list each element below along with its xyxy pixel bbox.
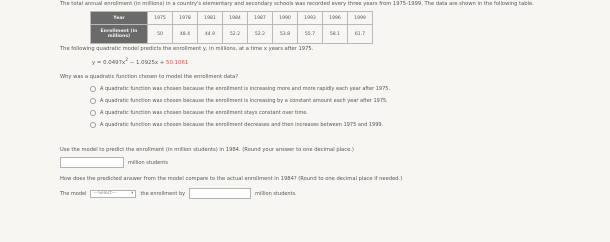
- equation-prefix: y = 0.0497x: [92, 59, 126, 66]
- option-d[interactable]: [90, 122, 383, 128]
- radio-icon[interactable]: [90, 110, 96, 116]
- year-cell: 1987: [248, 12, 273, 25]
- radio-icon[interactable]: [90, 122, 96, 128]
- answer-row-prediction: [60, 157, 168, 168]
- option-a[interactable]: [90, 86, 390, 92]
- option-label: A quadratic function was chosen because the enrollment is increasing by a constant amount each year after 1975.: [100, 98, 388, 104]
- equation-exponent: 2: [125, 58, 129, 63]
- compare-suffix: million students.: [255, 190, 297, 197]
- year-cell: 1975: [148, 12, 173, 25]
- option-c[interactable]: [90, 110, 308, 116]
- enrollment-cell: 44.9: [198, 25, 223, 44]
- intro-text: The total annual enrollment (in millions) in a country's elementary and secondary schools was recorded every three years from 1975-1999. The data are shown in the following table.: [60, 1, 534, 7]
- equation-middle: − 1.0925x +: [128, 59, 167, 66]
- enrollment-table: [90, 11, 373, 44]
- compare-prefix: The model: [60, 190, 87, 197]
- year-cell: 1996: [323, 12, 348, 25]
- enrollment-cell: 55.7: [298, 25, 323, 44]
- answer-row-compare: [60, 188, 297, 199]
- year-cell: 1999: [348, 12, 373, 25]
- model-equation: [92, 58, 188, 66]
- radio-icon[interactable]: [90, 98, 96, 104]
- question-predict-1984: Use the model to predict the enrollment (in million students) in 1984. (Round your answer to one decimal place.): [60, 147, 354, 153]
- answer-unit-label: million students: [128, 159, 168, 166]
- chevron-down-icon: ▾: [131, 191, 134, 196]
- compare-select[interactable]: [90, 190, 136, 198]
- enrollment-cell: 52.2: [223, 25, 248, 44]
- year-cell: 1984: [223, 12, 248, 25]
- enrollment-cell: 52.2: [248, 25, 273, 44]
- enrollment-row: [91, 25, 373, 44]
- prediction-input[interactable]: [60, 157, 124, 168]
- enrollment-cell: 53.8: [273, 25, 298, 44]
- difference-input[interactable]: [189, 188, 251, 199]
- year-cell: 1990: [273, 12, 298, 25]
- option-label: A quadratic function was chosen because the enrollment stays constant over time.: [100, 110, 308, 116]
- year-cell: 1978: [173, 12, 198, 25]
- enrollment-cell: 50: [148, 25, 173, 44]
- radio-icon[interactable]: [90, 86, 96, 92]
- year-row: [91, 12, 373, 25]
- option-label: A quadratic function was chosen because the enrollment is increasing more and more rapidly each year after 1975.: [100, 86, 391, 92]
- year-cell: 1981: [198, 12, 223, 25]
- option-label: A quadratic function was chosen because the enrollment decreases and then increases between 1975 and 1999.: [100, 122, 384, 128]
- question-why-quadratic: Why was a quadratic function chosen to model the enrollment data?: [60, 74, 239, 80]
- enrollment-cell: 48.4: [173, 25, 198, 44]
- select-value: ---Select---: [93, 191, 117, 196]
- enrollment-cell: 58.1: [323, 25, 348, 44]
- question-compare: How does the predicted answer from the model compare to the actual enrollment in 1984? (Round to one decimal place if needed.): [60, 176, 403, 182]
- model-description: The following quadratic model predicts the enrollment y, in millions, at a time x years after 1975.: [60, 46, 314, 52]
- year-header: Year: [91, 12, 148, 25]
- year-cell: 1993: [298, 12, 323, 25]
- equation-constant: 50.1061: [166, 59, 189, 66]
- enrollment-header: Enrollment (in millions): [91, 25, 148, 44]
- enrollment-cell: 61.7: [348, 25, 373, 44]
- compare-middle: the enrollment by: [140, 190, 186, 197]
- option-b[interactable]: [90, 98, 388, 104]
